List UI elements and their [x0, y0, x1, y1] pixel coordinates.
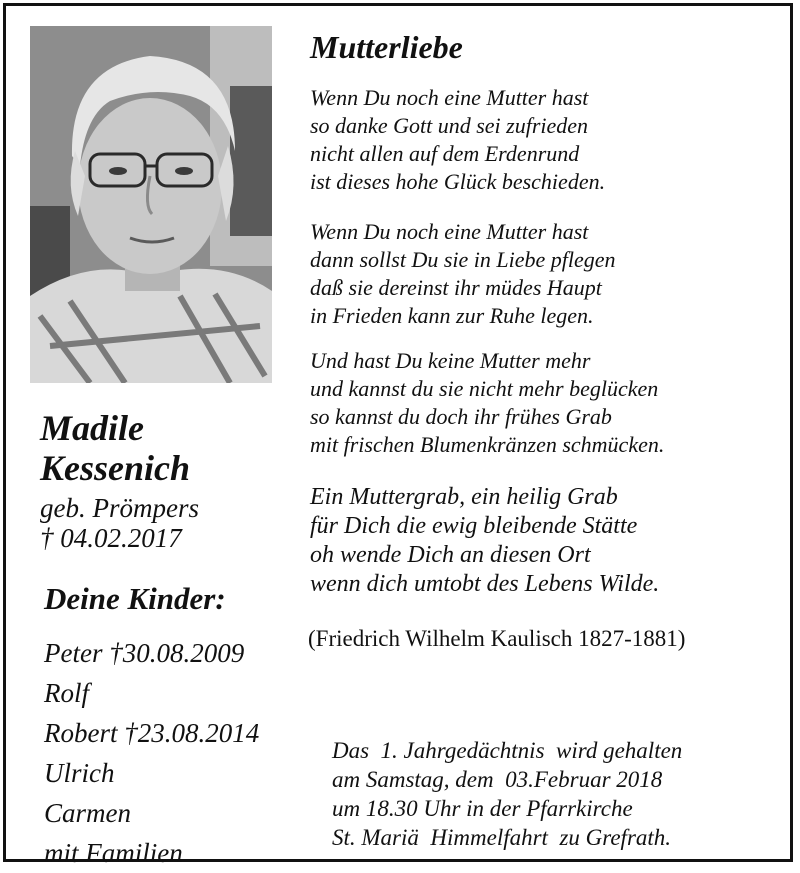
- poem-line: in Frieden kann zur Ruhe legen.: [310, 303, 594, 328]
- deceased-first-name: Madile: [40, 408, 144, 448]
- poem-line: wenn dich umtobt des Lebens Wilde.: [310, 571, 660, 597]
- memorial-notice: [332, 736, 682, 852]
- poem-title: Mutterliebe: [310, 29, 463, 65]
- obituary-frame: [3, 3, 793, 868]
- poem-line: Wenn Du noch eine Mutter hast: [310, 219, 589, 244]
- poem-line: und kannst du sie nicht mehr beglücken: [310, 376, 659, 401]
- poem-stanza-2: [310, 218, 616, 330]
- poem-line: oh wende Dich an diesen Ort: [310, 542, 591, 568]
- poem-line: nicht allen auf dem Erdenrund: [310, 141, 580, 166]
- poem-line: ist dieses hohe Glück beschieden.: [310, 169, 606, 194]
- child-name: Rolf: [44, 678, 89, 708]
- children-list: [44, 633, 259, 873]
- notice-line: um 18.30 Uhr in der Pfarrkirche: [332, 796, 633, 821]
- poem-line: so danke Gott und sei zufrieden: [310, 113, 589, 138]
- poem-line: Und hast Du keine Mutter mehr: [310, 348, 591, 373]
- poem-attribution: (Friedrich Wilhelm Kaulisch 1827-1881): [308, 626, 686, 651]
- poem-line: daß sie dereinst ihr müdes Haupt: [310, 275, 602, 300]
- poem-line: so kannst du doch ihr frühes Grab: [310, 404, 612, 429]
- child-name: Robert †23.08.2014: [44, 718, 260, 748]
- poem-stanza-4: [310, 483, 659, 599]
- poem-line: dann sollst Du sie in Liebe pflegen: [310, 247, 616, 272]
- poem-line: mit frischen Blumenkränzen schmücken.: [310, 432, 665, 457]
- child-name: Peter †30.08.2009: [44, 638, 245, 668]
- family-note: mit Familien: [44, 838, 183, 868]
- poem-line: für Dich die ewig bleibende Stätte: [310, 513, 638, 539]
- birth-name: geb. Prömpers: [40, 493, 199, 523]
- poem-stanza-3: [310, 347, 664, 459]
- death-date: † 04.02.2017: [40, 523, 182, 553]
- child-name: Ulrich: [44, 758, 115, 788]
- poem-line: Ein Muttergrab, ein heilig Grab: [310, 484, 618, 510]
- deceased-last-name: Kessenich: [40, 448, 191, 488]
- child-name: Carmen: [44, 798, 131, 828]
- notice-line: am Samstag, dem 03.Februar 2018: [332, 767, 663, 792]
- notice-line: St. Mariä Himmelfahrt zu Grefrath.: [332, 825, 672, 850]
- notice-line: Das 1. Jahrgedächtnis wird gehalten: [332, 738, 683, 763]
- poem-stanza-1: [310, 84, 605, 196]
- portrait-image: [30, 26, 272, 383]
- portrait-photo: [30, 26, 272, 383]
- poem-line: Wenn Du noch eine Mutter hast: [310, 85, 589, 110]
- children-heading: Deine Kinder:: [44, 581, 226, 616]
